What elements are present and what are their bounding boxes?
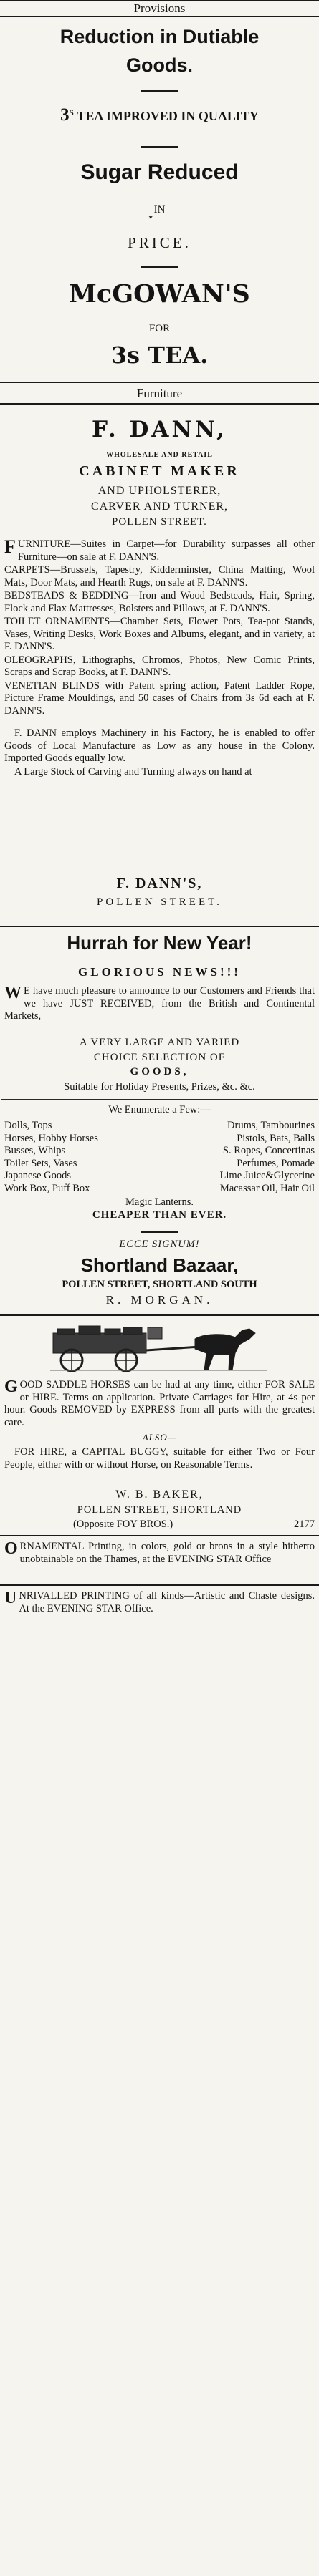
reduction-headline: Reduction in Dutiable — [59, 26, 260, 47]
shortland-bazaar: Shortland Bazaar, — [80, 1254, 239, 1276]
goods-word: GOODS, — [130, 1066, 189, 1078]
choice-selection: CHOICE SELECTION OF — [93, 1052, 226, 1063]
baker-name: W. B. BAKER, — [115, 1488, 204, 1501]
carving-paragraph: A Large Stock of Carving and Turning always on hand at — [14, 765, 252, 778]
list-item: Toilet Sets, Vases Perfumes, Pomade — [4, 1157, 315, 1169]
carver-turner: CARVER AND TURNER, — [90, 500, 229, 513]
also-label: ALSO— — [142, 1432, 177, 1443]
dann-signature: F. DANN'S, — [116, 876, 203, 891]
unrivalled-printing: UNRIVALLED PRINTING of all kinds—Artistic and Chaste designs. At the EVENING STAR Office. — [4, 1589, 315, 1614]
dann-name: F. DANN, — [92, 417, 227, 442]
furniture-item: BEDSTEADS & BEDDING—Iron and Wood Bedsteads, Hair, Spring, Flock and Flax Mattresses, Bolsters and Pillows, at F. DANN'S. — [4, 590, 315, 614]
tea-price-number: 3 — [60, 105, 70, 125]
furniture-item: VENETIAN BLINDS with Patent spring action, Patent Ladder Rope, Picture Frame Mouldings, and 50 cases of Chairs from 3s 6d each at F. DANN'S. — [4, 679, 315, 717]
tea-3s: 3s TEA. — [110, 342, 209, 369]
suitable-line: Suitable for Holiday Presents, Prizes, &c. &c. — [64, 1081, 255, 1093]
baker-street: POLLEN STREET, SHORTLAND — [77, 1504, 242, 1516]
mcgowans-name: McGOWAN'S — [69, 279, 250, 309]
furniture-items — [4, 538, 315, 778]
new-year-headline: Hurrah for New Year! — [67, 932, 252, 954]
price-word: PRICE. — [128, 234, 191, 251]
furniture-header: Furniture — [136, 387, 183, 400]
cabinet-maker: CABINET MAKER — [79, 463, 240, 479]
sugar-headline: Sugar Reduced — [80, 160, 239, 184]
tea-price-unit: s — [69, 106, 74, 118]
ad-number: 2177 — [294, 1519, 315, 1530]
new-year-intro: W E have much pleasure to announce to our Customers and Friends that we have JUST RECEIVED, from the British and Continental Markets, — [4, 984, 315, 1022]
divider — [141, 266, 178, 268]
ornamental-printing: ORNAMENTAL Printing, in colors, gold or brons in a style hitherto unobtainable on the Thames, at the EVENING STAR Office — [4, 1539, 315, 1565]
provisions-header: Provisions — [133, 1, 186, 15]
list-item: Work Box, Puff Box Macassar Oil, Hair Oil — [4, 1182, 315, 1194]
morgan-name: R. MORGAN. — [105, 1293, 214, 1307]
tea-improved-line: 3s TEA IMPROVED IN QUALITY — [60, 105, 259, 125]
divider — [141, 146, 178, 148]
cheaper-than-ever: CHEAPER THAN EVER. — [92, 1209, 227, 1221]
magic-lanterns: Magic Lanterns. — [125, 1196, 194, 1208]
enumerate-line: We Enumerate a Few:— — [108, 1104, 211, 1115]
list-item: Horses, Hobby Horses Pistols, Bats, Balls — [4, 1132, 315, 1144]
furniture-item: FURNITURE—Suites in Carpet—for Durability surpasses all other Furniture—on sale at F. DANN'S. — [4, 536, 315, 563]
toy-list — [4, 1120, 315, 1195]
furniture-item: CARPETS—Brussels, Tapestry, Kidderminster, China Matting, Wool Mats, Door Mats, and Hearth Rugs, on sale at F. DANN'S. — [4, 564, 315, 589]
dann-signature-street: POLLEN STREET. — [97, 896, 222, 908]
divider — [141, 1231, 178, 1233]
glorious-news: GLORIOUS NEWS!!! — [78, 965, 241, 979]
machinery-paragraph: F. DANN employs Machinery in his Factory, he is enabled to offer Goods of Local Manufacture as Low as any house in the Colony. Imported Goods equally low. — [4, 727, 315, 764]
in-word: IN — [153, 204, 166, 216]
newspaper-ad-column: Provisions Reduction in Dutiable Goods. 3s TEA IMPROVED IN QUALITY Sugar Reduced IN ✶ PRICE. McGOWAN'S FOR 3s TEA. Furniture F. DANN, WHOLESALE AND RETAIL CABINET MAKER AND UPHOLSTERER, CARVER AND TURNER, POLLEN STREET. FURNITURE—Suites in Carpet—for Durability surpasses all other Furniture—on sale at F. DANN'S. CARPETS—Brussels, Tapestry, Kidderminster, China Matting, Wool Mats, Door Mats, and Hearth Rugs, on sale at F. DANN'S. BEDSTEADS & BEDDING—Iron and Wood Bedsteads, Hair, Spring, Flock and Flax Mattresses, Bolsters and Pillows, at F. DANN'S. TOILET ORNAMENTS—Chamber Sets, Flower Pots, Tea-pot Stands, Vases, Writing Desks, Work Boxes and Albums, elegant, and in variety, at F. DANN'S. OLEOGRAPHS, Lithographs, Chromos, Photos, New Comic Prints, Scraps and Scrap Books, at F. DANN'S. VENETIAN BLINDS with Patent spring action, Patent Ladder Rope, Picture Frame Mouldings, and 50 cases of Chairs from 3s 6d each at F. DANN'S. F. DANN employs Machinery in his Factory, he is enabled to offer Goods of Local Manufacture as Low as any house in the Colony. Imported Goods equally low. A Large Stock of Carving and Turning always on hand at F. DANN'S, POLLEN STREET. Hurrah for New Year! GLORIOUS NEWS!!! W E have much pleasure to announce to our Customers and Friends that we have JUST RECEIVED, from the British and Continental Markets, A VERY LARGE AND VARIED CHOICE SELECTION OF GOODS, Suitable for Holiday Presents, Prizes, &c. &c. We Enumerate a Few:— Dolls, Tops Drums, Tambourines Horses, Hobby Horses Pistols, Bats, Balls Busses, Whips S. Ropes, Concertinas Toilet Sets, Vases Perfumes, Pomade Japanese Goods Lime Juice&Glycerine Work Box, Puff Box Macassar Oil, Hair Oil Magic Lanterns. CHEAPER THAN EVER. ECCE SIGNUM! Shortland Bazaar, POLLEN STREET, SHORTLAND SOUTH R. MORGAN. GOOD SADDLE HORSES can be had at any time, either FOR SALE or HIRE. Terms on application. Private Carriages for Hire, at 4s per hour. Goods REMOVED by EXPRESS from all parts with the greatest care. ALSO— FOR HIRE, a CAPITAL BUGGY, suitable for either Two or Four People, either with or without Horse, on Reasonable Terms. W. B. BAKER, POLLEN STREET, SHORTLAND (Opposite FOY BROS.) 2177 ORNAMENTAL Printing, in colors, gold or brons in a style hitherto unobtainable on the Thames, at the EVENING STAR Office UNRIVALLED PRINTING of all kinds—Artistic and Chaste designs. At the EVENING STAR Office. — [0, 0, 319, 2576]
list-item: Busses, Whips S. Ropes, Concertinas — [4, 1145, 315, 1156]
list-item: Japanese Goods Lime Juice&Glycerine — [4, 1170, 315, 1181]
list-item: Dolls, Tops Drums, Tambourines — [4, 1120, 315, 1131]
divider — [141, 90, 178, 92]
wholesale-retail: WHOLESALE AND RETAIL — [106, 451, 213, 459]
pollen-street: POLLEN STREET. — [112, 516, 207, 528]
ecce-signum: ECCE SIGNUM! — [119, 1239, 200, 1250]
upholsterer: AND UPHOLSTERER, — [97, 485, 222, 497]
goods-headline: Goods. — [126, 54, 193, 76]
furniture-item: TOILET ORNAMENTS—Chamber Sets, Flower Pots, Tea-pot Stands, Vases, Writing Desks, Work Boxes and Albums, elegant, and in variety, at F. DANN'S. — [4, 616, 315, 652]
large-selection: A VERY LARGE AND VARIED — [79, 1037, 240, 1048]
bazaar-location: POLLEN STREET, SHORTLAND SOUTH — [62, 1279, 257, 1290]
buggy-paragraph: FOR HIRE, a CAPITAL BUGGY, suitable for either Two or Four People, either with or without Horse, on Reasonable Terms. — [4, 1446, 315, 1471]
for-word: FOR — [148, 323, 171, 334]
wagon-horse-illustration — [47, 1323, 270, 1373]
furniture-item: OLEOGRAPHS, Lithographs, Chromos, Photos, New Comic Prints, Scraps and Scrap Books, at F. DANN'S. — [4, 654, 315, 678]
horses-paragraph: GOOD SADDLE HORSES can be had at any time, either FOR SALE or HIRE. Terms on application. Private Carriages for Hire, at 4s per hour. Goods REMOVED by EXPRESS from all parts with the greatest care. — [4, 1377, 315, 1428]
